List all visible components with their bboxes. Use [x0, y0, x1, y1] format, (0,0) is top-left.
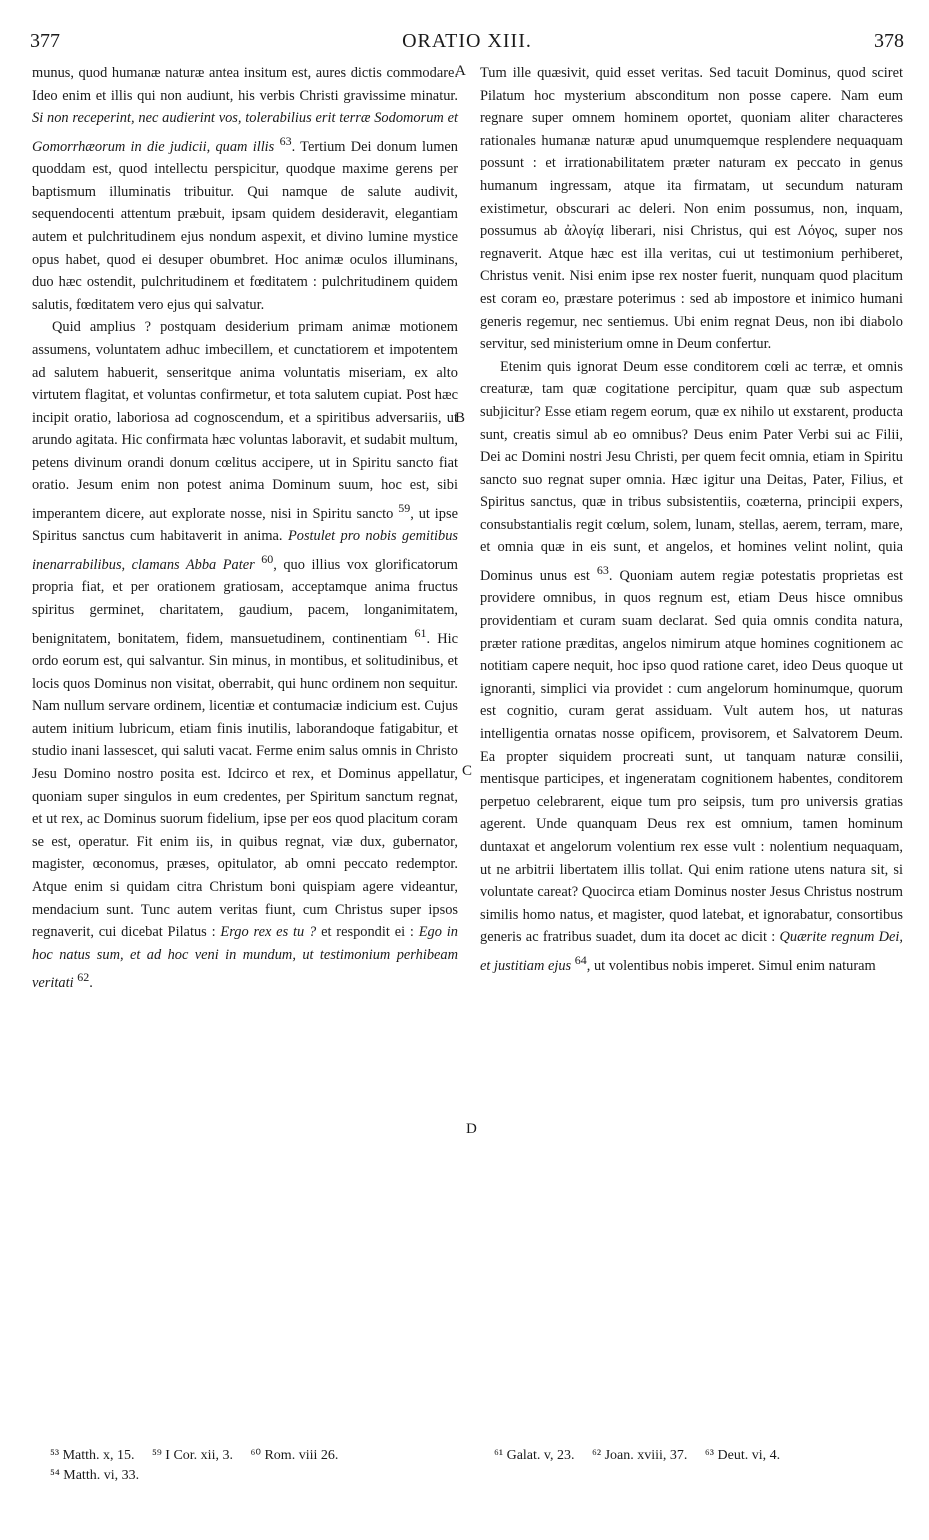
footnote: ⁶⁰ Rom. viii 26.: [250, 1448, 339, 1463]
footnote-ref: 63: [279, 133, 292, 148]
right-column: [480, 62, 903, 977]
footnotes-right: [494, 1446, 904, 1466]
left-column: [32, 62, 458, 995]
footnote: ⁶¹ Galat. v, 23.: [494, 1448, 575, 1463]
paragraph: Quid amplius ? postquam desiderium primam animæ motionem assumens, voluntatem adhuc imbecillem, et cunctatiorem et impotentem ad salutem habuerit, senseritque anima voluntatis miseriam, ex alto virtutem flagitat, et voluntas confirmetur, et tota salutem cupiat. Post hæc incipit oratio, laboriosa ad cognoscendum, et a spiritibus adversariis, ut arundo agitata. Hic confirmata hæc voluntas laboravit, et sudabit multum, petens divinum orandi donum cœlitus accipere, ut in Spiritu sancto fiat oratio. Jesum enim non potest animа Dominum suum, hoc est, sibi imperantem dicere, aut explorate nosse, nisi in Spiritu sancto $^{59}$, ut ipse Spiritus sanctus cum habitaverit in anima. Postulet pro nobis gemitibus inenarrabilibus, clamans Abba Pater $^{60}$, quo illius vox glorificatorum propria fiat, et per orationem gratiosam, acceptamque anima fructus spiritus germinet, charitatem, gaudium, pacem, longanimitatem, benignitatem, bonitatem, fidem, mansuetudinem, continentiam $^{61}$. Hic ordo eorum est, qui salvantur. Sin minus, in montibus, et solitudinibus, et locis quos Dominus non visitat, oberrabit, qui hunc ordinem non sequitur. Nam nullum servare ordinem, licentiæ et contumaciæ indicium est. Cujus autem initium lubricum, etiam finis inutilis, laborandoque fatigabitur, et studio inani lassescet, qui saluti vacat. Ferme enim salus omnis in Christo Jesu Domino nostro posita est. Idcirco et rex, et Dominus appellatur, quoniam super singulos in eum credentes, per Spiritum sanctum regnat, et ut rex, ac Dominus suorum fidelium, ipse per eos quod placitum coram se est, operatur. Fit enim iis, in quibus regnat, viæ dux, gubernator, magister, œconomus, præses, opitulator, ab omni peccato redemptor. Atque enim si quidam citra Christum boni quispiam agere videantur, mendacium sunt. Tunc autem veritas fiunt, cum Christus super ipsos regnaverit, cui dicebat Pilatus : Ergo rex es tu ? et respondit ei : Ego in hoc natus sum, et ad hoc veni in mundum, ut testimonium perhibeam veritati $^{62}$.: [32, 319, 459, 992]
footnote: ⁵³ Matth. x, 15.: [50, 1448, 135, 1463]
footnote: ⁶³ Deut. vi, 4.: [704, 1448, 781, 1463]
footnote: ⁵⁹ I Cor. xii, 3.: [152, 1448, 233, 1463]
paragraph: munus, quod humanæ naturæ antea insitum est, aures dictis commodare. Ideo enim et illis qui non audiunt, his verbis Christi gravissime minatur. Si non receperint, nec audierint vos, tolerabilius erit terræ Sodomorum et Gomorrhæorum in die judicii, quam illis $^{63}$. Tertium Dei donum lumen quoddam est, quod intellectu perspicitur, quodque maxime gerens per baptismum illuminatis tribuitur. Qui namque de salute audivit, sequendocenti attentum præbuit, ipsam quidem desideravit, elegantiam autem et pulchritudinem ejus nondum aspexit, et divino lumine mystice opus habet, quod ei desuper obumbret. Hoc animæ oculos illuminans, duo hæc ostendit, pulchritudinem et fœditatem : pulchritudinem quidem salutis, fœditatem vero ejus qui salvatur.: [32, 65, 458, 313]
section-marker-a: A: [455, 63, 466, 79]
paragraph: Tum ille quæsivit, quid esset veritas. Sed tacuit Dominus, quod sciret Pilatum hoc mysterium absconditum non posse capere. Nam eum regnare super omnem hominem oportet, quoniam aliter characteres rationales humanæ naturæ apud unumquemque resplendere nequaquam possunt : et irrationabilitatem præter naturam ex peccato in genus humanum ingressam, atque ita firmatam, ut secundum naturam existimetur, obscurari ac deleri. Non enim possumus, non, inquam, possumus ab ἀλογίᾳ liberari, nisi Christus, qui est Λόγος, super nos regnaverit. Atque hæc est illa veritas, cui ut testimonium perhiberet, Christus venit. Nisi enim ipse rex noster fuerit, nunquam quod placitum est coram eo, præstare poterimus : sed ab impostore et inimico humani generis regemur, nec sentiemus. Ubi enim regnat Deus, non ibi diabolo servitur, sed ministerium omne in Deum confertur.: [480, 65, 903, 353]
running-title: ORATIO XIII.: [402, 30, 532, 52]
footnote: ⁶² Joan. xviii, 37.: [592, 1448, 688, 1463]
section-marker-d: D: [466, 1121, 477, 1137]
footnote-ref: 60: [261, 552, 274, 567]
paragraph: Etenim quis ignorat Deum esse conditorem cœli ac terræ, et omnis creaturæ, tam quæ cogitatione percipitur, quam quæ sub aspectum subjicitur? Esse etiam regem eorum, quæ ex nihilo ut exstarent, producta sunt, creatis simul ab eo omnibus? Deus enim Pater Verbi sui ac Filii, Dei ac Domini nostri Jesu Christi, per quem fecit omnia, etiam in Spiritu sancto suo regnat super omnia. Hæc igitur una Deitas, Pater, Filius, et Spiritus sanctus, quæ in tribus subsistentiis, coæterna, principii expers, consubstantialis regit cœlum, solem, lunam, stellas, aerem, terram, mare, et omnia quæ in eis sunt, et angelos, et homines velint nolint, quia Dominus unus est $^{63}$. Quoniam autem regiæ potestatis proprietas est providere omnibus, in quos regnum est, etiam Deus hisce omnibus providentiam et curam suam declarat. Sed quia omnis condita natura, præter ratione præditas, angelos nimirum atque homines cognitionem ac notitiam capere nequit, hoc ipso quod ratione caret, ideo Deus quoque ut ignoranti, simplici via providet : cum angelorum hominumque, quorum est cognitio, curam gerat assiduam. Vult autem hos, ut naturas intelligentia ornatas nosse opificem, provisorem, et Salvatorem Deum. Ea propter siquidem procreati sunt, ut tanquam naturæ consilii, mentisque participes, et ingeneratam cognitionem habentes, conditorem perpetuo celebrarent, eique tum pro seipsis, tum pro universis gratias agerent. Unde quanquam Deus rex est omnium, tamen hominum duntaxat et angelorum volentium rex esse vult : nolentium nequaquam, ut ne arbitrii libertatem illis tollat. Qui enim ratione utens natura sit, si voluntate careat? Quocirca etiam Dominus noster Jesus Christus nostrum similis homo natus, et magister, quod latebat, et ignorabatur, consortibus generis ac fratribus suadet, dum ita docet ac dicit : Quærite regnum Dei, et justitiam ejus $^{64}$, ut volentibus nobis imperet. Simul enim naturam: [480, 358, 904, 974]
section-marker-b: B: [455, 410, 466, 426]
footnote-ref: 61: [414, 625, 427, 640]
page-number-right: 378: [874, 30, 904, 52]
footnotes-left: [50, 1446, 470, 1486]
footnote-ref: 59: [398, 501, 411, 516]
footnote-ref: 63: [596, 563, 609, 578]
section-marker-c: C: [462, 763, 473, 779]
footnote-ref: 64: [574, 952, 587, 967]
footnote: ⁵⁴ Matth. vi, 33.: [50, 1468, 140, 1483]
footnote-ref: 62: [77, 970, 90, 985]
running-header: [30, 30, 904, 60]
page-number-left: 377: [30, 30, 60, 52]
